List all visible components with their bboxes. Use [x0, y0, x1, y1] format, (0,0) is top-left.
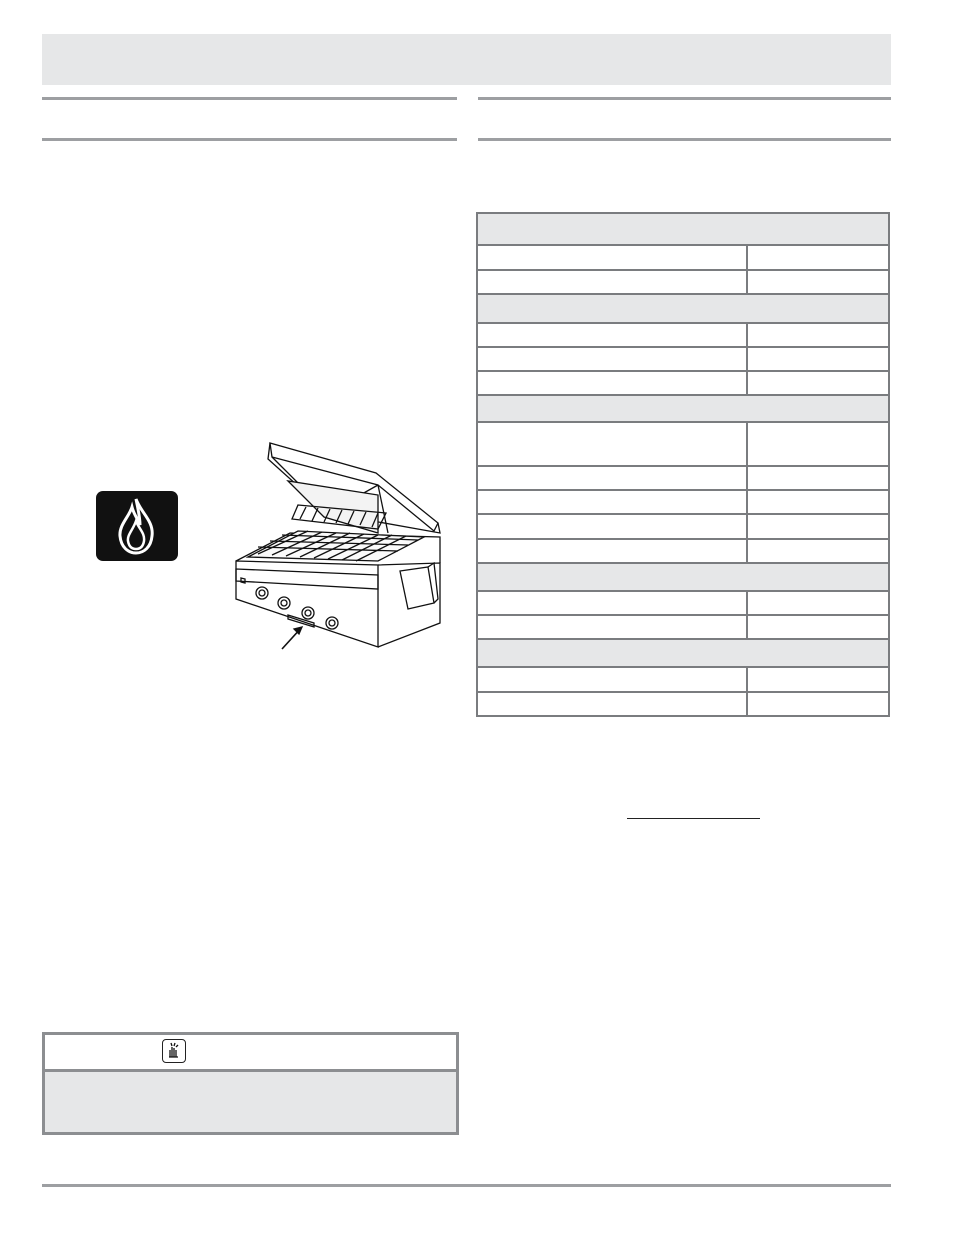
table-row — [478, 540, 888, 564]
table-row — [478, 592, 888, 616]
table-cell-label — [478, 348, 748, 370]
table-cell-value — [748, 271, 888, 293]
table-cell-label — [478, 515, 748, 538]
table-cell-label — [478, 592, 748, 614]
table-cell-value — [748, 515, 888, 538]
table-section-header — [478, 396, 888, 423]
table-cell-label — [478, 616, 748, 638]
table-cell-label — [478, 693, 748, 717]
table-cell-label — [478, 540, 748, 562]
table-section-header — [478, 214, 888, 246]
table-cell-value — [748, 616, 888, 638]
specification-table — [476, 212, 890, 717]
table-row — [478, 668, 888, 693]
note-header — [45, 1035, 456, 1072]
table-cell-value — [748, 540, 888, 562]
table-row — [478, 491, 888, 515]
table-section-header — [478, 564, 888, 592]
table-row — [478, 693, 888, 717]
table-cell-value — [748, 491, 888, 513]
table-section-header — [478, 295, 888, 324]
table-cell-label — [478, 668, 748, 691]
underlined-link-rule — [627, 818, 760, 819]
table-cell-value — [748, 592, 888, 614]
footer-rule — [42, 1184, 891, 1187]
table-cell-label — [478, 372, 748, 394]
table-cell-value — [748, 668, 888, 691]
table-cell-label — [478, 271, 748, 293]
left-column-second-rule — [42, 138, 457, 141]
right-column-second-rule — [478, 138, 891, 141]
table-row — [478, 423, 888, 467]
table-row — [478, 348, 888, 372]
table-cell-label — [478, 246, 748, 269]
table-row — [478, 467, 888, 491]
flame-icon — [96, 491, 178, 561]
table-cell-label — [478, 467, 748, 489]
page-header-band — [42, 34, 891, 85]
table-row — [478, 246, 888, 271]
table-section-header — [478, 640, 888, 668]
table-cell-value — [748, 246, 888, 269]
table-cell-value — [748, 372, 888, 394]
table-row — [478, 271, 888, 295]
hand-note-icon — [162, 1039, 186, 1063]
table-cell-label — [478, 324, 748, 346]
left-column-top-rule — [42, 97, 457, 100]
note-body — [45, 1072, 456, 1132]
note-box — [42, 1032, 459, 1135]
table-row — [478, 616, 888, 640]
table-row — [478, 515, 888, 540]
table-cell-value — [748, 324, 888, 346]
table-row — [478, 372, 888, 396]
table-cell-label — [478, 423, 748, 465]
table-cell-label — [478, 491, 748, 513]
right-column-top-rule — [478, 97, 891, 100]
grill-illustration — [228, 433, 450, 666]
table-cell-value — [748, 348, 888, 370]
table-cell-value — [748, 423, 888, 465]
table-row — [478, 324, 888, 348]
table-cell-value — [748, 467, 888, 489]
table-cell-value — [748, 693, 888, 717]
